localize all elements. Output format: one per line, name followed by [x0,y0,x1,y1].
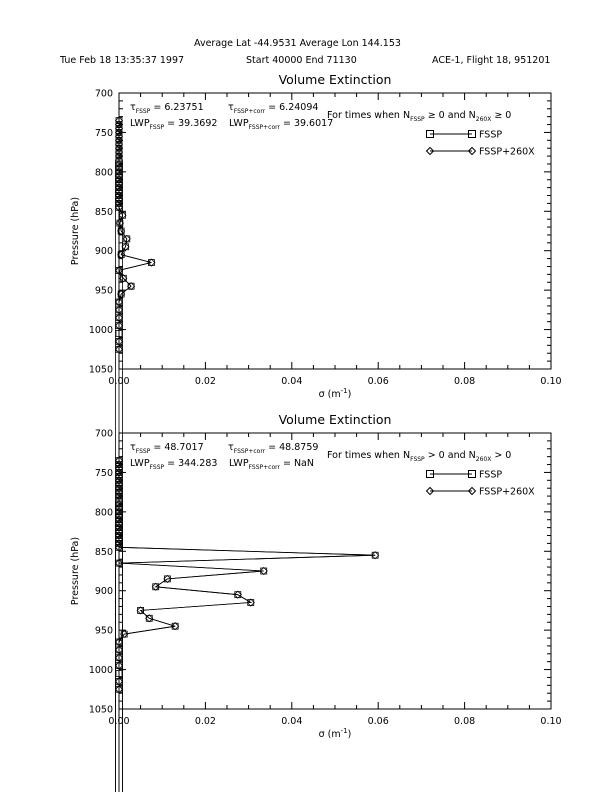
y-tick-label: 900 [94,246,113,258]
y-tick-label: 1050 [88,364,113,376]
chart-title: Volume Extinction [278,412,392,427]
y-tick-label: 800 [94,167,113,179]
y-tick-label: 1000 [88,665,113,677]
x-tick-label: 0.08 [454,716,476,727]
y-tick-label: 1000 [88,325,113,337]
y-tick-label: 950 [94,625,113,637]
x-tick-label: 0.04 [281,716,303,727]
x-tick-label: 0.00 [108,716,130,727]
flight-id: ACE-1, Flight 18, 951201 [432,55,551,66]
y-tick-label: 900 [94,586,113,598]
start-end: Start 40000 End 71130 [246,55,357,66]
panel-1 [70,72,562,792]
panel-2 [70,412,562,792]
lwp-fssp: $LWP_{FSSP} = 344.283$ [130,458,218,471]
y-tick-label: 950 [94,285,113,297]
x-tick-label: 0.02 [194,376,216,387]
tau-fssp: $\tau_{FSSP} = 6.23751$ [130,102,204,115]
x-tick-label: 0.00 [108,376,130,387]
x-tick-label: 0.06 [367,716,389,727]
lwp-fssp-corr: $LWP_{FSSP+corr}$ = NaN [229,458,314,471]
run-date: Tue Feb 18 13:35:37 1997 [60,55,185,66]
x-tick-label: 0.06 [367,376,389,387]
legend-label-fssp-260x: FSSP+260X [479,486,535,498]
x-axis-label: σ $(m^{-1})$ [318,727,352,740]
y-axis-label: Pressure (hPa) [70,196,81,266]
y-tick-label: 700 [94,88,113,100]
tau-fssp: $\tau_{FSSP} = 48.7017$ [130,442,204,455]
condition-note: For times when $N_{FSSP} \ge 0$ and $N_{260X} \ge 0$ [327,110,512,123]
condition-note: For times when $N_{FSSP} > 0$ and $N_{260X} > 0$ [327,450,512,463]
x-tick-label: 0.08 [454,376,476,387]
y-tick-label: 750 [94,467,113,479]
average-lat-lon: Average Lat -44.9531 Average Lon 144.153 [194,38,401,49]
tau-fssp-corr: $\tau_{FSSP+corr} = 48.8759$ [228,442,319,455]
x-tick-label: 0.02 [194,716,216,727]
y-tick-label: 850 [94,206,113,218]
y-tick-label: 1050 [88,704,113,716]
y-tick-label: 750 [94,127,113,139]
legend-label-fssp: FSSP [479,469,503,481]
x-tick-label: 0.04 [281,376,303,387]
series-line-fssp-260x [119,121,151,350]
lwp-fssp-corr: $LWP_{FSSP+corr} = 39.6017$ [229,118,334,131]
series-line-fssp-260x [119,461,375,690]
x-tick-label: 0.10 [540,716,562,727]
tau-fssp-corr: $\tau_{FSSP+corr} = 6.24094$ [228,102,319,115]
y-axis-label: Pressure (hPa) [70,536,81,606]
y-tick-label: 850 [94,546,113,558]
x-axis-label: σ $(m^{-1})$ [318,387,352,400]
x-tick-label: 0.10 [540,376,562,387]
y-tick-label: 800 [94,507,113,519]
lwp-fssp: $LWP_{FSSP} = 39.3692$ [130,118,218,131]
y-tick-label: 700 [94,428,113,440]
legend-label-fssp: FSSP [479,129,503,141]
series-line-fssp [119,461,375,690]
chart-title: Volume Extinction [278,72,392,87]
legend-label-fssp-260x: FSSP+260X [479,146,535,158]
